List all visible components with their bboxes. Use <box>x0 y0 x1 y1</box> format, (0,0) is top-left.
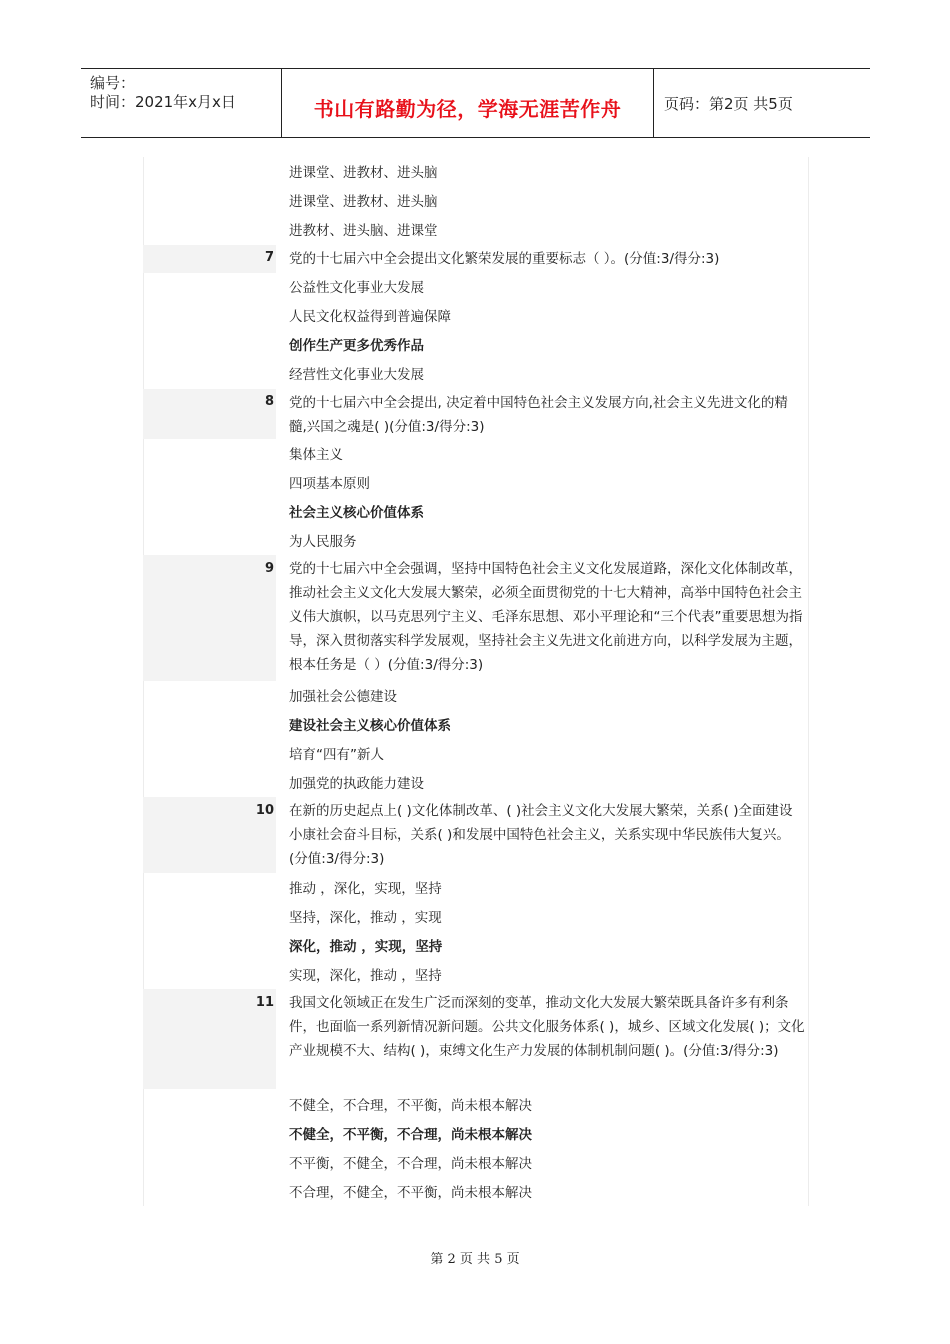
option-line: 不健全，不合理，不平衡，尚未根本解决 <box>289 1098 532 1114</box>
option-line: 公益性文化事业大发展 <box>289 280 424 296</box>
question-number: 8 <box>264 394 274 409</box>
document-time-label: 时间：2021年x月x日 <box>90 93 236 111</box>
option-line: 不平衡，不健全，不合理，尚未根本解决 <box>289 1156 532 1172</box>
question-text: 我国文化领域正在发生广泛而深刻的变革，推动文化大发展大繁荣既具备许多有利条件，也面临一系列新情况新问题。公共文化服务体系( )，城乡、区域文化发展( )；文化产业规模不大、结构( )，束缚文化生产力发展的体制机制问题( )。(分值:3/得分:3) <box>289 995 805 1059</box>
question-number: 9 <box>264 561 274 576</box>
option-line-correct: 深化，推动 ，实现，坚持 <box>289 939 443 955</box>
option-line: 进课堂、进教材、进头脑 <box>289 165 438 181</box>
option-line-correct: 建设社会主义核心价值体系 <box>289 718 451 734</box>
question-number: 7 <box>264 250 274 265</box>
question-number: 11 <box>255 995 274 1010</box>
option-line: 进课堂、进教材、进头脑 <box>289 194 438 210</box>
option-line: 加强党的执政能力建设 <box>289 776 424 792</box>
header-page-cell <box>654 69 870 137</box>
option-line: 为人民服务 <box>289 534 357 550</box>
motto-text: 书山有路勤为径，学海无涯苦作舟 <box>313 97 622 121</box>
option-line: 四项基本原则 <box>289 476 370 492</box>
option-line: 推动 ，深化，实现，坚持 <box>289 881 442 897</box>
option-line: 坚持，深化，推动 ，实现 <box>289 910 442 926</box>
option-line: 人民文化权益得到普遍保障 <box>289 309 451 325</box>
option-line-correct: 创作生产更多优秀作品 <box>289 338 424 354</box>
question-text: 党的十七届六中全会提出文化繁荣发展的重要标志（ ）。(分值:3/得分:3) <box>289 251 720 267</box>
option-line: 进教材、进头脑、进课堂 <box>289 223 438 239</box>
header-info-cell <box>81 69 282 137</box>
question-text: 在新的历史起点上( )文化体制改革、( )社会主义文化大发展大繁荣，关系( )全面建设小康社会奋斗目标，关系( )和发展中国特色社会主义，关系实现中华民族伟大复兴。(分值:3/得分:3) <box>289 803 793 867</box>
page-info: 页码：第2页 共5页 <box>664 95 793 113</box>
page-footer: 第 2 页 共 5 页 <box>430 1252 520 1267</box>
option-line-correct: 社会主义核心价值体系 <box>289 505 424 521</box>
question-number: 10 <box>255 803 274 818</box>
option-line: 集体主义 <box>289 447 343 463</box>
page-header <box>81 68 870 138</box>
option-line: 加强社会公德建设 <box>289 689 397 705</box>
document-number-label: 编号： <box>90 74 136 92</box>
option-line: 经营性文化事业大发展 <box>289 367 424 383</box>
option-line: 不合理，不健全，不平衡，尚未根本解决 <box>289 1185 532 1201</box>
option-line: 实现，深化，推动 ，坚持 <box>289 968 442 984</box>
question-text: 党的十七届六中全会提出, 决定着中国特色社会主义发展方向,社会主义先进文化的精髓,兴国之魂是( )(分值:3/得分:3) <box>289 395 788 435</box>
option-line-correct: 不健全，不平衡，不合理，尚未根本解决 <box>289 1127 532 1143</box>
question-text: 党的十七届六中全会强调，坚持中国特色社会主义文化发展道路，深化文化体制改革，推动社会主义文化大发展大繁荣，必须全面贯彻党的十七大精神，高举中国特色社会主义伟大旗帜，以马克思列宁主义、毛泽东思想、邓小平理论和“三个代表”重要思想为指导，深入贯彻落实科学发展观，坚持社会主义先进文化前进方向，以科学发展为主题，根本任务是（ ）(分值:3/得分:3) <box>289 561 803 673</box>
option-line: 培育“四有”新人 <box>289 747 384 763</box>
header-motto-cell <box>282 69 654 137</box>
